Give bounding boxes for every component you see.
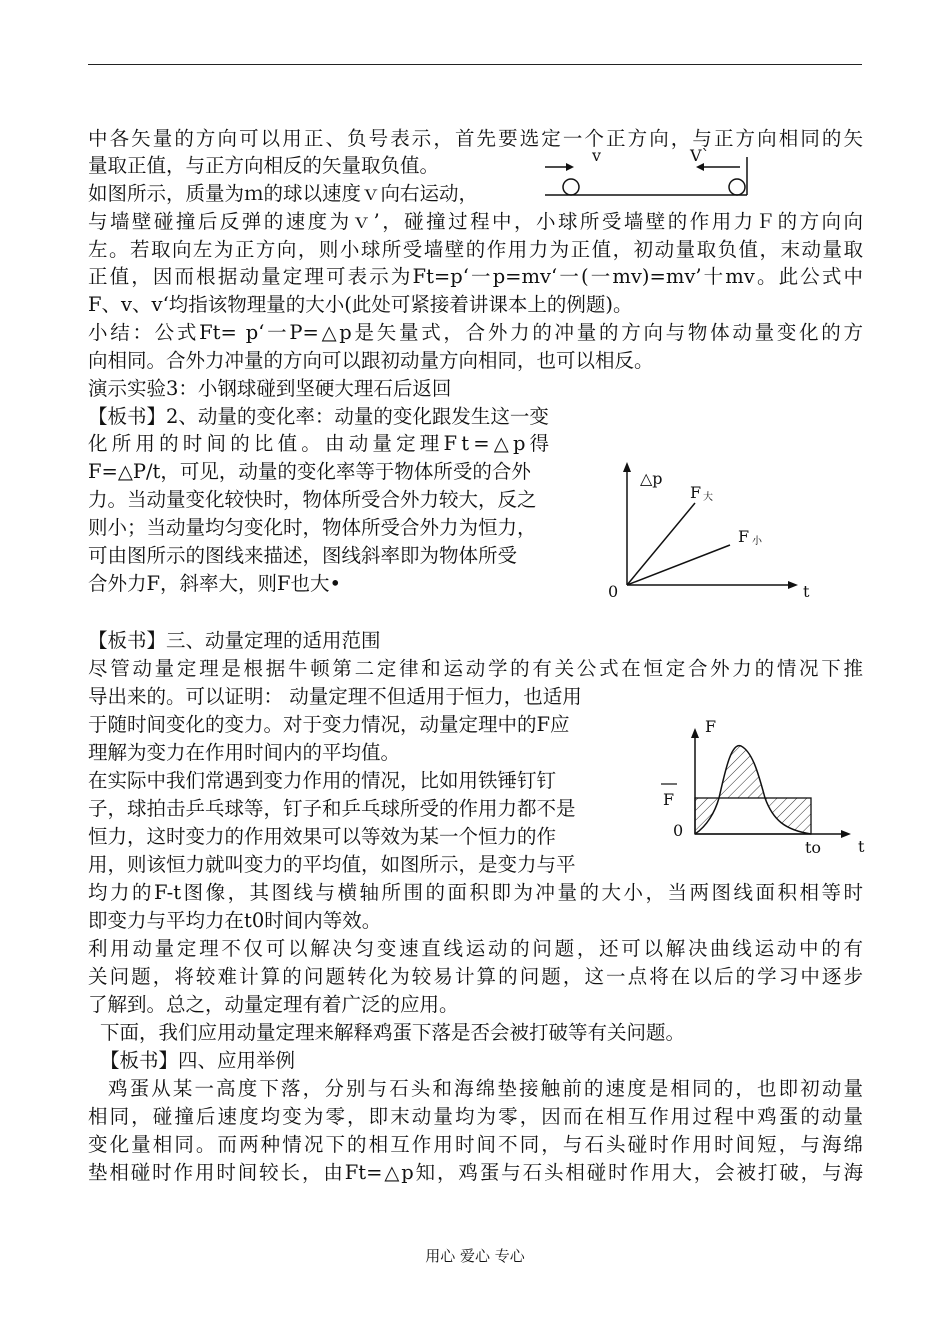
text-line: 关问题，将较难计算的问题转化为较易计算的问题，这一点将在以后的学习中逐步 xyxy=(88,965,863,988)
text-line: F=△P/t，可见，动量的变化率等于物体所受的合外 xyxy=(88,460,531,483)
hatch-area-right xyxy=(765,798,811,834)
section-heading: 【板书】2、动量的变化率：动量的变化跟发生这一变 xyxy=(88,405,549,428)
text-line: 于随时间变化的变力。对于变力情况，动量定理中的F应 xyxy=(88,713,570,736)
text-line: 力。当动量变化较快时，物体所受合外力较大，反之 xyxy=(88,488,537,511)
text-line: 正值，因而根据动量定理可表示为Ft=p‘一p=mv‘一(一mv)=mv’十mv。此公式中 xyxy=(88,265,863,288)
origin-label: 0 xyxy=(608,582,619,601)
text-line: 则小；当动量均匀变化时，物体所受合外力为恒力， xyxy=(88,516,537,539)
text-line: F、v、v‘均指该物理量的大小(此处可紧接着讲课本上的例题)。 xyxy=(88,293,633,316)
text-line: 左。若取向左为正方向，则小球所受墙壁的作用力为正值，初动量取负值，末动量取 xyxy=(88,238,863,261)
header-rule xyxy=(88,64,862,65)
y-axis-label: △p xyxy=(640,469,663,488)
label-f-small-sub: 小 xyxy=(752,536,762,547)
text-line: 均力的F-t图像，其图线与横轴所围的面积即为冲量的大小，当两图线面积相等时 xyxy=(88,881,863,904)
text-line: 了解到。总之，动量定理有着广泛的应用。 xyxy=(88,993,459,1016)
section-heading: 【板书】四、应用举例 xyxy=(100,1049,296,1072)
text-line: 变化量相同。而两种情况下的相互作用时间不同，与石头碰时作用时间短，与海绵 xyxy=(88,1133,863,1156)
text-line: 利用动量定理不仅可以解决匀变速直线运动的问题，还可以解决曲线运动中的有 xyxy=(88,937,863,960)
text-line: 小结：公式Ft= p‘一P=△p是矢量式，合外力的冲量的方向与物体动量变化的方 xyxy=(88,321,863,344)
label-f-big-sub: 大 xyxy=(703,492,713,503)
text-line: 相同，碰撞后速度均变为零，即末动量均为零，因而在相互作用过程中鸡蛋的动量 xyxy=(88,1105,863,1128)
ball-wall-figure xyxy=(540,145,755,200)
text-line: 量取正值，与正方向相反的矢量取负值。 xyxy=(88,154,440,177)
text-line: 在实际中我们常遇到变力作用的情况，比如用铁锤钉钉 xyxy=(88,769,557,792)
text-line: 垫相碰时作用时间较长，由Ft=△p知，鸡蛋与石头相碰时作用大，会被打破，与海 xyxy=(88,1161,863,1184)
text-line: 演示实验3：小钢球碰到坚硬大理石后返回 xyxy=(88,377,452,400)
text-line: 尽管动量定理是根据牛顿第二定律和运动学的有关公式在恒定合外力的情况下推 xyxy=(88,657,863,680)
label-v: v xyxy=(592,146,602,165)
dp-t-graph xyxy=(600,460,820,605)
text-line: 鸡蛋从某一高度下落，分别与石头和海绵垫接触前的速度是相同的，也即初动量 xyxy=(108,1077,863,1100)
origin-label: 0 xyxy=(673,821,684,840)
text-line: 如图所示，质量为ｍ的球以速度ｖ向右运动， xyxy=(88,182,479,205)
text-line: 向相同。合外力冲量的方向可以跟初动量方向相同，也可以相反。 xyxy=(88,349,654,372)
x-axis-label: t xyxy=(858,837,865,856)
y-axis-label: F xyxy=(705,717,717,736)
label-v-prime: V` xyxy=(690,146,710,165)
line-f-small xyxy=(627,545,730,585)
text-line: 用，则该恒力就叫变力的平均值，如图所示，是变力与平 xyxy=(88,853,576,876)
t0-label: to xyxy=(805,838,822,857)
x-axis-arrow xyxy=(788,581,798,589)
text-line: 下面，我们应用动量定理来解释鸡蛋下落是否会被打破等有关问题。 xyxy=(100,1021,686,1044)
text-line: 合外力F，斜率大，则F也大• xyxy=(88,572,342,595)
x-axis-arrow xyxy=(841,830,851,838)
text-line: 即变力与平均力在t0时间内等效。 xyxy=(88,909,382,932)
text-line: 可由图所示的图线来描述，图线斜率即为物体所受 xyxy=(88,544,518,567)
arrow-v-head xyxy=(566,163,574,171)
page-footer: 用心 爱心 专心 xyxy=(425,1247,525,1265)
text-line: 导出来的。可以证明： 动量定理不但适用于恒力，也适用 xyxy=(88,685,582,708)
text-line: 理解为变力在作用时间内的平均值。 xyxy=(88,741,401,764)
y-axis-arrow xyxy=(623,462,631,472)
ball-right xyxy=(729,179,745,195)
f-t-graph xyxy=(655,712,875,862)
avg-force-label: F xyxy=(663,790,675,809)
ball-left xyxy=(563,179,579,195)
text-line: 中各矢量的方向可以用正、负号表示，首先要选定一个正方向，与正方向相同的矢 xyxy=(88,127,863,150)
x-axis-label: t xyxy=(803,582,810,601)
line-f-big xyxy=(627,503,695,585)
hatch-area-left xyxy=(695,798,719,834)
section-heading: 【板书】三、动量定理的适用范围 xyxy=(88,629,381,652)
label-f-big: F xyxy=(690,483,702,502)
label-f-small: F xyxy=(738,527,750,546)
y-axis-arrow xyxy=(691,728,699,738)
text-line: 子，球拍击乒乓球等，钉子和乒乓球所受的作用力都不是 xyxy=(88,797,576,820)
text-line: 与墙壁碰撞后反弹的速度为ｖ’，碰撞过程中，小球所受墙壁的作用力Ｆ的方向向 xyxy=(88,210,863,233)
text-line: 化所用的时间的比值。由动量定理Ft=△p得 xyxy=(88,432,554,455)
text-line: 恒力，这时变力的作用效果可以等效为某一个恒力的作 xyxy=(88,825,557,848)
